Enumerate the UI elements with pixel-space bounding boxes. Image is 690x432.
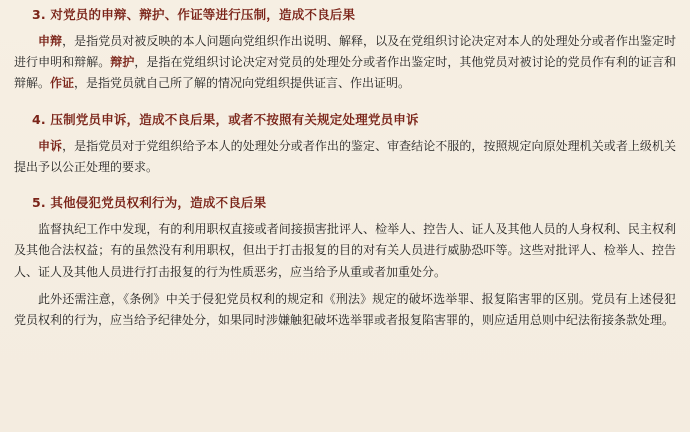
term-bianhu: 辩护: [110, 55, 135, 70]
section-5-text-2: 此外还需注意，《条例》中关于侵犯党员权利的规定和《刑法》规定的破坏选举罪、报复陷害罪的区别。党员有上述侵犯党员权利的行为，应当给予纪律处分，如果同时涉嫌触犯破坏选举罪或者报复陷害罪的，则应适用总则中纪法衔接条款处理。: [14, 292, 676, 328]
term-shensu: 申诉: [38, 138, 63, 153]
section-heading-4: 4. 压制党员申诉，造成不良后果，或者不按照有关规定处理党员申诉: [32, 111, 419, 127]
section-3-text-1: ，是指党员对被反映的本人问题向党组织作出说明、解释，以及在党组织讨论决定对本人的处理处分或者作出鉴定时进行申明和辩解。: [14, 33, 676, 70]
section-spacer-1: [14, 101, 676, 111]
section-heading-3: 3. 对党员的申辩、辩护、作证等进行压制，造成不良后果: [32, 7, 356, 22]
section-heading-5: 5. 其他侵犯党员权利行为，造成不良后果: [32, 195, 267, 211]
section-5-text-1: 监督执纪工作中发现，有的利用职权直接或者间接损害批评人、检举人、控告人、证人及其他人员的人身权利、民主权利及其他合法权益；有的虽然没有利用职权，但出于打击报复的目的对有关人员进行威胁恐吓等。这些对批评人、检举人、控告人、证人及其他人员进行打击报复的行为性质恶劣，应当给予从重或者加重处分。: [14, 222, 676, 279]
section-4-paragraph-1: [14, 136, 676, 179]
section-5-paragraph-2: [14, 289, 676, 332]
term-zuozheng: 作证: [50, 76, 75, 91]
section-3-text-2: ，是指在党组织讨论决定对党员的处理处分或者作出鉴定时，其他党员对被讨论的党员作有利的证言和辩解。: [14, 55, 676, 91]
term-shenbian: 申辩: [38, 33, 63, 48]
section-spacer-2: [14, 184, 676, 194]
section-3-paragraph-1: [14, 31, 676, 95]
section-4-text-1: ，是指党员对于党组织给予本人的处理处分或者作出的鉴定、审查结论不服的，按照规定向原处理机关或者上级机关提出予以公正处理的要求。: [14, 138, 676, 174]
section-3-text-3: ，是指党员就自己所了解的情况向党组织提供证言、作出证明。: [74, 76, 411, 91]
section-5-paragraph-1: [14, 219, 676, 283]
